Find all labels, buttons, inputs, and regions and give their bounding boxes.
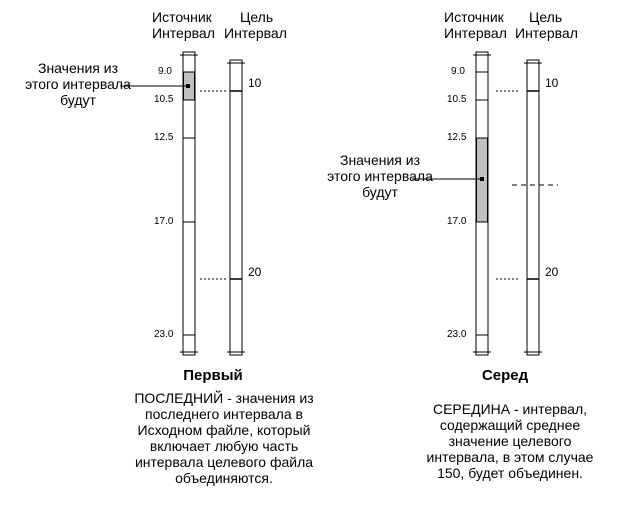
left-tick-label: 17.0 [154, 216, 174, 227]
right-target-label: 20 [545, 265, 559, 279]
left-tick-label: 12.5 [154, 132, 174, 143]
right-target-bar [527, 60, 539, 355]
right-caption: СЕРЕДИНА - интервал, содержащий среднее значение целевого интервала, в этом случае 150, будет объединен. [426, 401, 594, 482]
right-pointer-dot [480, 177, 484, 181]
left-source-header: Источник Интервал [152, 9, 215, 42]
right-tick-label: 10.5 [447, 94, 467, 105]
left-tick-label: 9.0 [158, 66, 172, 77]
left-target-bar [230, 60, 242, 355]
left-caption: ПОСЛЕДНИЙ - значения из последнего интервала в Исходном файле, который включает любую часть интервала целевого файла объединяются. [134, 390, 314, 487]
left-tick-label: 23.0 [154, 329, 174, 340]
right-source-header: Источник Интервал [444, 9, 507, 42]
right-title: Серед [481, 367, 529, 384]
left-target-header: Цель Интервал [224, 9, 287, 42]
right-tick-label: 17.0 [447, 216, 467, 227]
left-pointer-dot [186, 84, 190, 88]
right-target-label: 10 [545, 76, 559, 90]
right-tick-label: 12.5 [447, 132, 467, 143]
right-tick-label: 9.0 [451, 66, 465, 77]
left-target-label: 20 [248, 265, 262, 279]
left-tick-label: 10.5 [154, 94, 174, 105]
right-annotation: Значения из этого интервала будут [327, 152, 433, 201]
left-title: Первый [183, 367, 243, 384]
left-target-label: 10 [248, 76, 262, 90]
left-annotation: Значения из этого интервала будут [25, 60, 131, 109]
right-target-header: Цель Интервал [515, 9, 578, 42]
right-tick-label: 23.0 [447, 329, 467, 340]
